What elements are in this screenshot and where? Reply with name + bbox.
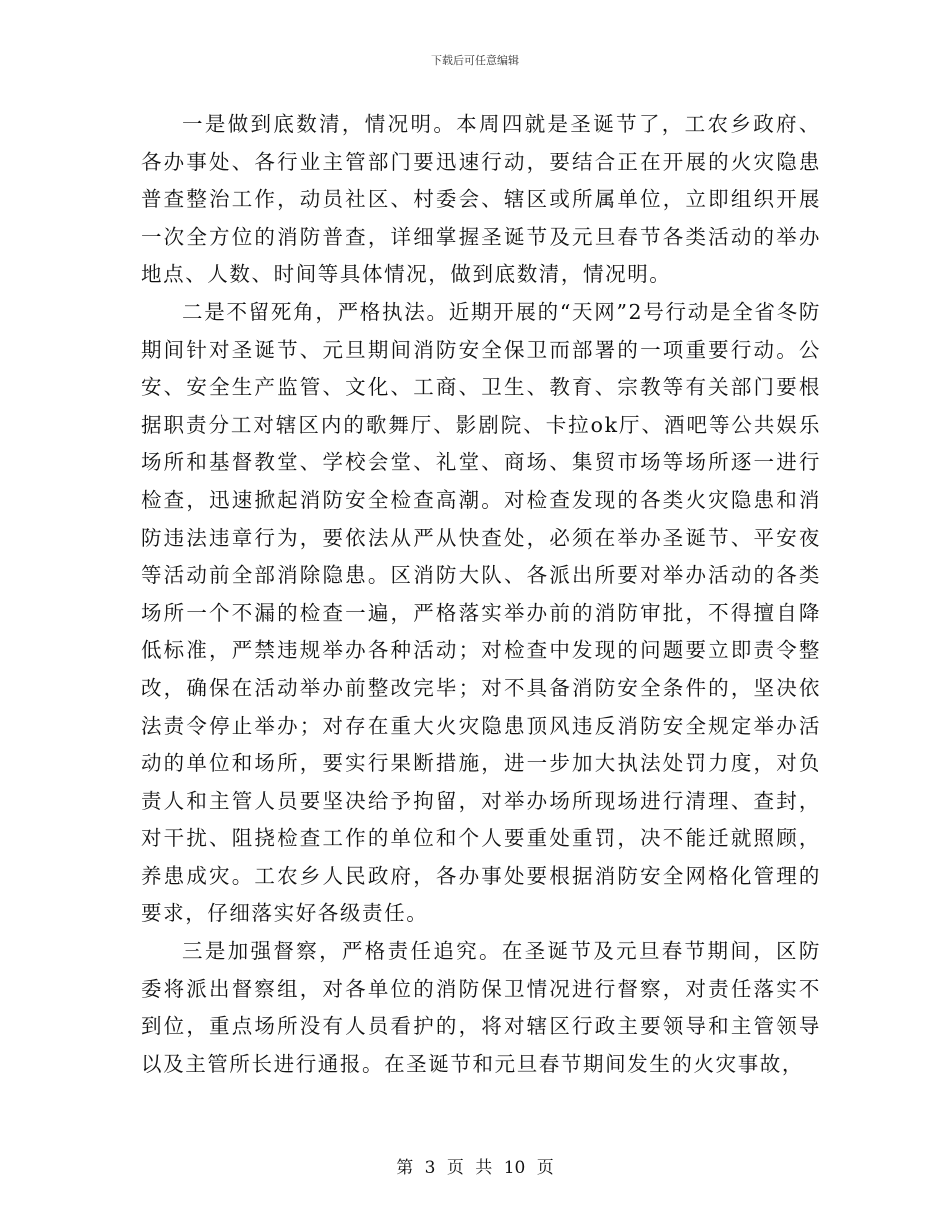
page-header: 下载后可任意编辑 (431, 54, 519, 67)
paragraph-3: 三是加强督察，严格责任追究。在圣诞节及元旦春节期间，区防委将派出督察组，对各单位的消防保卫情况进行督察，对责任落实不到位，重点场所没有人员看护的，将对辖区行政主要领导和主管领导以及主管所长进行通报。在圣诞节和元旦春节期间发生的火灾事故， (141, 939, 821, 1076)
document-body (141, 106, 821, 1083)
paragraph-1: 一是做到底数清，情况明。本周四就是圣诞节了，工农乡政府、各办事处、各行业主管部门要迅速行动，要结合正在开展的火灾隐患普查整治工作，动员社区、村委会、辖区或所属单位，立即组织开展一次全方位的消防普查，详细掌握圣诞节及元旦春节各类活动的举办地点、人数、时间等具体情况，做到底数清，情况明。 (141, 112, 821, 287)
page-footer: 第 3 页 共 10 页 (396, 1158, 554, 1178)
paragraph-2: 二是不留死角，严格执法。近期开展的“天网”2号行动是全省冬防期间针对圣诞节、元旦期间消防安全保卫而部署的一项重要行动。公安、安全生产监管、文化、工商、卫生、教育、宗教等有关部门要根据职责分工对辖区内的歌舞厅、影剧院、卡拉ok厅、酒吧等公共娱乐场所和基督教堂、学校会堂、礼堂、商场、集贸市场等场所逐一进行检查，迅速掀起消防安全检查高潮。对检查发现的各类火灾隐患和消防违法违章行为，要依法从严从快查处，必须在举办圣诞节、平安夜等活动前全部消除隐患。区消防大队、各派出所要对举办活动的各类场所一个不漏的检查一遍，严格落实举办前的消防审批，不得擅自降低标准，严禁违规举办各种活动；对检查中发现的问题要立即责令整改，确保在活动举办前整改完毕；对不具备消防安全条件的，坚决依法责令停止举办；对存在重大火灾隐患顶风违反消防安全规定举办活动的单位和场所，要实行果断措施，进一步加大执法处罚力度，对负责人和主管人员要坚决给予拘留，对举办场所现场进行清理、查封，对干扰、阻挠检查工作的单位和个人要重处重罚，决不能迁就照顾，养患成灾。工农乡人民政府，各办事处要根据消防安全网格化管理的要求，仔细落实好各级责任。 (141, 299, 821, 926)
